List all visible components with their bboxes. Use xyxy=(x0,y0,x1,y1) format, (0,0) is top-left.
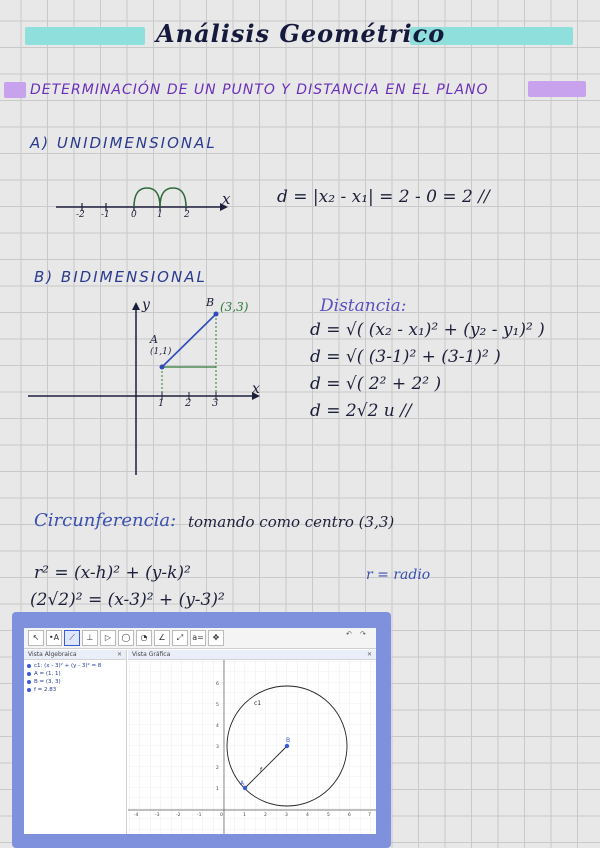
geogebra-toolbar xyxy=(24,628,376,649)
point-a-label: A xyxy=(150,333,158,346)
tick-label: 2 xyxy=(185,398,192,409)
point-a-coord: (1,1) xyxy=(150,347,172,357)
polygon-tool-icon[interactable]: ▷ xyxy=(100,630,116,646)
tick-label: -2 xyxy=(76,210,85,220)
x-tick-label: 1 xyxy=(243,813,246,818)
graphics-view-header xyxy=(128,650,376,660)
move-tool-icon[interactable]: ↖ xyxy=(28,630,44,646)
circle-tool-icon[interactable]: ◯ xyxy=(118,630,134,646)
subtitle-highlight-right xyxy=(528,81,586,97)
point-tool-icon[interactable]: •A xyxy=(46,630,62,646)
y-tick-label: 6 xyxy=(216,682,219,687)
graphics-view-title: Vista Gráfica xyxy=(132,651,171,658)
formula-distance-1d: d = |x₂ - x₁| = 2 - 0 = 2 // xyxy=(277,187,490,207)
page-subtitle: DETERMINACIÓN DE UN PUNTO Y DISTANCIA EN EL PLANO xyxy=(30,82,489,98)
graphics-view[interactable] xyxy=(128,650,376,834)
distance-formula-line: d = √( 2² + 2² ) xyxy=(310,374,442,394)
x-tick-label: 5 xyxy=(327,813,330,818)
reflect-tool-icon[interactable]: ⤢ xyxy=(172,630,188,646)
section-a-label: A) UNIDIMENSIONAL xyxy=(30,134,217,152)
segment-tool-icon[interactable]: ⟋ xyxy=(64,630,80,646)
y-tick-label: 2 xyxy=(216,766,219,771)
algebra-item[interactable]: A = (1, 1) xyxy=(24,670,126,678)
tick-label: 0 xyxy=(131,210,137,220)
x-tick-label: 7 xyxy=(368,813,371,818)
circle-equation-general: r² = (x-h)² + (y-k)² xyxy=(34,563,191,583)
graphics-canvas[interactable] xyxy=(128,660,376,834)
y-tick-label: 3 xyxy=(216,745,219,750)
point-a-label: A xyxy=(240,780,245,787)
point-b-coord: (3,3) xyxy=(220,300,249,314)
x-tick-label: 3 xyxy=(285,813,288,818)
x-tick-label: -3 xyxy=(155,813,160,818)
x-tick-label: -1 xyxy=(197,813,202,818)
tick-label: 3 xyxy=(212,398,219,409)
geogebra-screenshot xyxy=(12,612,391,848)
segment-label: f xyxy=(260,767,263,774)
point-b-label: B xyxy=(206,296,215,309)
geogebra-window xyxy=(24,628,376,834)
distance-title: Distancia: xyxy=(320,296,407,316)
circle-arc-tool-icon[interactable]: ◔ xyxy=(136,630,152,646)
number-line-axis-label: x xyxy=(222,190,231,208)
y-axis-label: y xyxy=(142,297,150,313)
tick-label: 1 xyxy=(157,210,163,220)
algebra-item[interactable]: c1: (x - 3)² + (y - 3)² = 8 xyxy=(24,662,126,670)
x-tick-label: 4 xyxy=(306,813,309,818)
x-tick-label: -4 xyxy=(134,813,139,818)
title-highlight-left xyxy=(25,27,145,45)
algebra-view-header xyxy=(24,650,126,660)
circle-section-subtitle: tomando como centro (3,3) xyxy=(188,513,395,531)
algebra-item[interactable]: B = (3, 3) xyxy=(24,678,126,686)
x-tick-label: 0 xyxy=(220,813,223,818)
x-tick-label: -2 xyxy=(176,813,181,818)
undo-icon[interactable]: ↶ xyxy=(346,630,352,638)
y-tick-label: 4 xyxy=(216,724,219,729)
tick-label: 2 xyxy=(184,210,190,220)
angle-tool-icon[interactable]: ∠ xyxy=(154,630,170,646)
slider-tool-icon[interactable]: a= xyxy=(190,630,206,646)
x-tick-label: 6 xyxy=(348,813,351,818)
circle-label: c1 xyxy=(254,700,262,707)
move-view-tool-icon[interactable]: ✥ xyxy=(208,630,224,646)
x-axis-label: x xyxy=(252,381,260,397)
point-b-label: B xyxy=(286,737,291,744)
distance-formula-line: d = √( (3-1)² + (3-1)² ) xyxy=(310,347,501,367)
algebra-item[interactable]: f = 2.83 xyxy=(24,686,126,694)
circle-section-title: Circunferencia: xyxy=(34,510,177,531)
y-tick-label: 5 xyxy=(216,703,219,708)
algebra-view xyxy=(24,650,127,834)
circle-equation-substituted: (2√2)² = (x-3)² + (y-3)² xyxy=(30,590,225,610)
radius-note: r = radio xyxy=(366,567,431,583)
algebra-view-title: Vista Algebraica xyxy=(28,651,77,658)
distance-formula-line: d = 2√2 u // xyxy=(310,401,412,421)
perpendicular-tool-icon[interactable]: ⊥ xyxy=(82,630,98,646)
tick-label: -1 xyxy=(101,210,110,220)
distance-formula-line: d = √( (x₂ - x₁)² + (y₂ - y₁)² ) xyxy=(310,320,545,340)
tick-label: 1 xyxy=(158,398,165,409)
y-tick-label: 1 xyxy=(216,787,219,792)
subtitle-highlight-left xyxy=(4,82,26,98)
close-icon[interactable]: ✕ xyxy=(366,651,372,658)
close-icon[interactable]: ✕ xyxy=(116,651,122,658)
section-b-label: B) BIDIMENSIONAL xyxy=(34,268,207,286)
page-title: Análisis Geométrico xyxy=(156,19,446,48)
redo-icon[interactable]: ↷ xyxy=(360,630,366,638)
x-tick-label: 2 xyxy=(264,813,267,818)
cartesian-plane xyxy=(26,300,266,482)
